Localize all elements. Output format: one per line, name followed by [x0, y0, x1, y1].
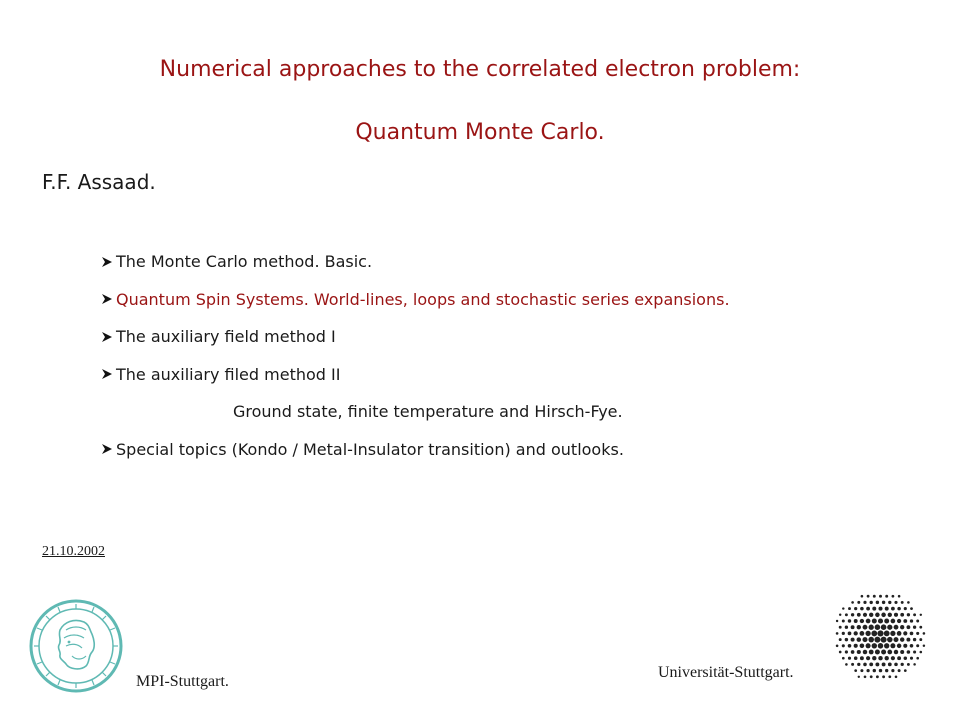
topic-text: Quantum Spin Systems. World-lines, loops and stochastic series expansions. [116, 289, 730, 309]
topic-item [100, 318, 730, 356]
topic-item [100, 356, 730, 394]
topic-item [100, 281, 730, 319]
arrow-bullet-icon [100, 330, 114, 344]
topic-subitem [100, 393, 730, 431]
slide-title: Numerical approaches to the correlated electron problem: [159, 57, 801, 82]
mpi-label: MPI-Stuttgart. [136, 673, 229, 690]
slide-date: 21.10.2002 [42, 544, 105, 559]
topic-item [100, 243, 730, 281]
topic-text: The auxiliary filed method II [116, 364, 341, 384]
topic-text: Special topics (Kondo / Metal-Insulator transition) and outlooks. [116, 439, 624, 459]
arrow-bullet-icon [100, 442, 114, 456]
dot-pattern-logo-icon [832, 588, 928, 684]
arrow-bullet-icon [100, 292, 114, 306]
university-label: Universität-Stuttgart. [658, 664, 794, 681]
slide-subtitle: Quantum Monte Carlo. [355, 120, 605, 145]
author-name: F.F. Assaad. [42, 170, 156, 194]
minerva-seal-icon [28, 598, 124, 694]
topic-item [100, 431, 730, 469]
topic-text: The Monte Carlo method. Basic. [116, 252, 373, 272]
topic-text: The auxiliary field method I [116, 327, 336, 347]
arrow-bullet-icon [100, 367, 114, 381]
arrow-bullet-icon [100, 255, 114, 269]
topic-text: Ground state, finite temperature and Hirsch-Fye. [233, 402, 623, 422]
topic-list [100, 243, 730, 468]
